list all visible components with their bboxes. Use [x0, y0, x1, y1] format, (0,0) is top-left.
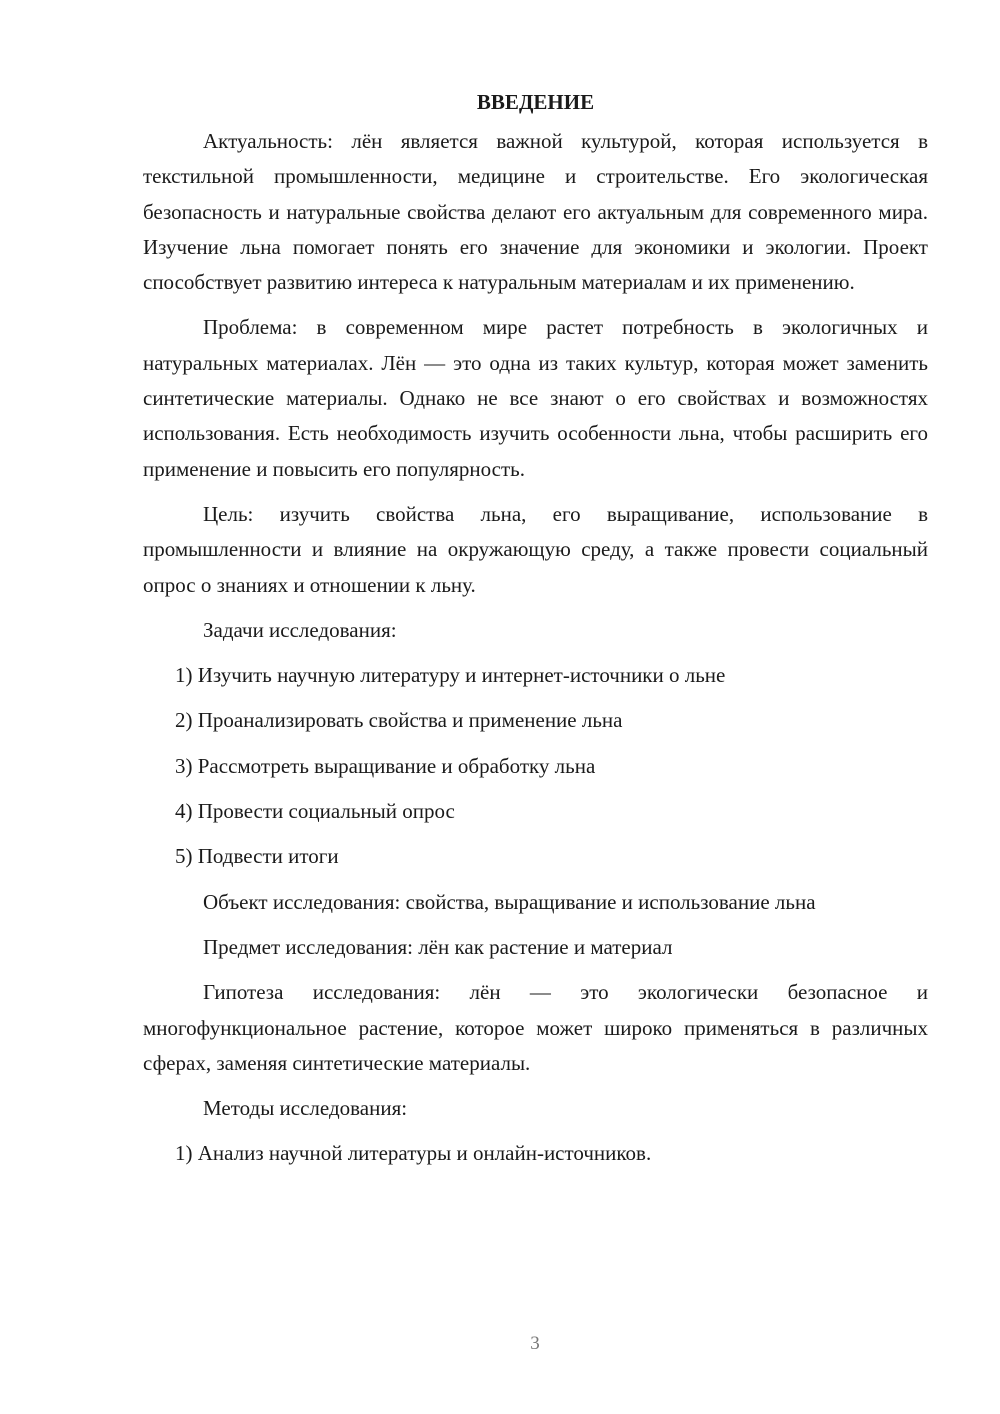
methods-heading: Методы исследования: [203, 1096, 408, 1121]
hypothesis-paragraph: Гипотеза исследования: лён — это экологически безопасное и многофункциональное растение, которое может широко применяться в различных сферах, заменяя синтетические материалы. [143, 980, 928, 1075]
list-item-method-1: 1) Анализ научной литературы и онлайн-источников. [175, 1141, 652, 1166]
list-item-task-5: 5) Подвести итоги [175, 844, 339, 869]
goal-paragraph: Цель: изучить свойства льна, его выращивание, использование в промышленности и влияние на окружающую среду, а также провести социальный опрос о знаниях и отношении к льну. [143, 501, 928, 597]
tasks-heading: Задачи исследования: [203, 617, 397, 642]
list-item-task-1: 1) Изучить научную литературу и интернет-источники о льне [175, 663, 726, 688]
document-page [143, 90, 928, 1182]
page-title: ВВЕДЕНИЕ [476, 90, 595, 114]
subject-paragraph: Предмет исследования: лён как растение и материал [203, 934, 673, 959]
list-item-task-4: 4) Провести социальный опрос [175, 799, 455, 824]
page-number: 3 [530, 1333, 540, 1354]
relevance-paragraph: Актуальность: лён является важной культурой, которая используется в текстильной промышленности, медицине и строительстве. Его экологическая безопасность и натуральные свойства делают его актуальным для современного мира. Изучение льна помогает понять его значение для экономики и экологии. Проект способствует развитию интереса к натуральным материалам и их применению. [143, 129, 928, 295]
problem-paragraph: Проблема: в современном мире растет потребность в экологичных и натуральных материалах. Лён — это одна из таких культур, которая может заменить синтетические материалы. Однако не все знают о его свойствах и возможностях использования. Есть необходимость изучить особенности льна, чтобы расширить его применение и повысить его популярность. [143, 315, 928, 481]
list-item-task-2: 2) Проанализировать свойства и применение льна [175, 708, 623, 733]
list-item-task-3: 3) Рассмотреть выращивание и обработку льна [175, 753, 596, 778]
object-paragraph: Объект исследования: свойства, выращивание и использование льна [203, 889, 816, 914]
